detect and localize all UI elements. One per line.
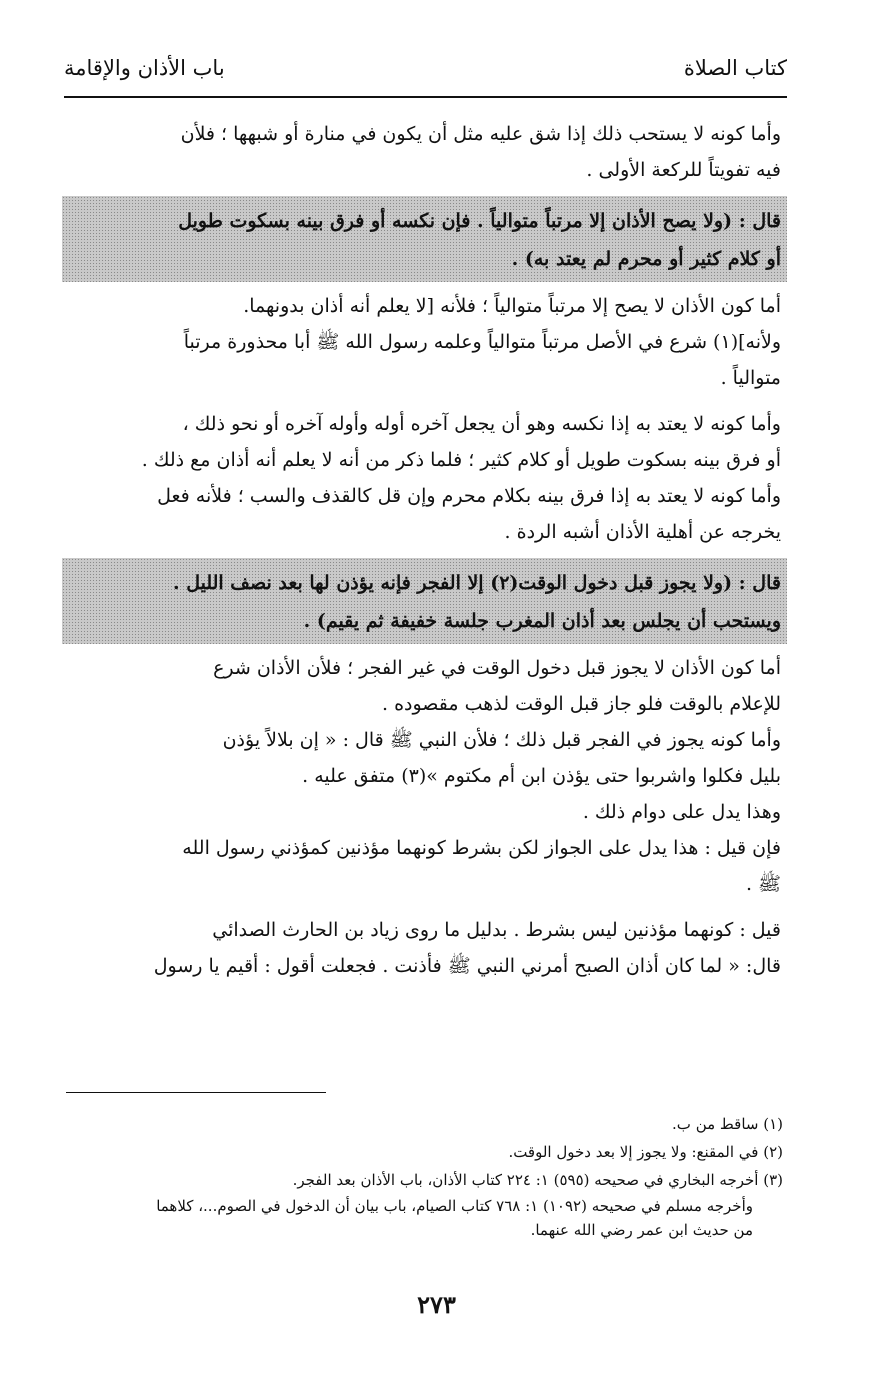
paragraph-line: ﷺ . xyxy=(745,873,781,895)
matn-line: ويستحب أن يجلس بعد أذان المغرب جلسة خفيفة ثم يقيم) . xyxy=(303,610,781,632)
footnotes xyxy=(66,1110,783,1242)
paragraph-line: ولأنه](١) شرع في الأصل مرتباً متوالياً وعلمه رسول الله ﷺ أبا محذورة مرتباً xyxy=(183,331,781,353)
footnote-divider xyxy=(66,1092,326,1093)
paragraph-line: وأما كونه لا يعتد به إذا فرق بينه بكلام محرم وإن قل كالقذف والسب ؛ فلأنه فعل xyxy=(157,485,781,507)
footnote-3-continuation: من حديث ابن عمر رضي الله عنهما. xyxy=(530,1221,753,1239)
chapter-title: باب الأذان والإقامة xyxy=(64,56,225,80)
matn-line: أو كلام كثير أو محرم لم يعتد به) . xyxy=(511,248,781,270)
matn-highlight-box xyxy=(62,196,787,282)
footnote-2: (٢) في المقنع: ولا يجوز إلا بعد دخول الوقت. xyxy=(508,1143,783,1161)
footnote-3-continuation: وأخرجه مسلم في صحيحه (١٠٩٢) ١: ٧٦٨ كتاب الصيام، باب بيان أن الدخول في الصوم...، كلاهما xyxy=(156,1197,753,1215)
spacer xyxy=(66,902,781,912)
paragraph-line: فيه تفويتاً للركعة الأولى . xyxy=(586,159,781,181)
paragraph-line: وأما كونه يجوز في الفجر قبل ذلك ؛ فلأن النبي ﷺ قال : « إن بلالاً يؤذن xyxy=(222,729,781,751)
footnote-1: (١) ساقط من ب. xyxy=(672,1115,783,1133)
paragraph-line: متوالياً . xyxy=(720,367,781,389)
paragraph-line: وأما كونه لا يستحب ذلك إذا شق عليه مثل أن يكون في منارة أو شبهها ؛ فلأن xyxy=(180,123,781,145)
spacer xyxy=(66,396,781,406)
paragraph-line: فإن قيل : هذا يدل على الجواز لكن بشرط كونهما مؤذنين كمؤذني رسول الله xyxy=(182,837,781,859)
page-number: ٢٧٣ xyxy=(417,1290,456,1319)
matn-highlight-box xyxy=(62,558,787,644)
matn-line: قال : (ولا يجوز قبل دخول الوقت(٢) إلا الفجر فإنه يؤذن لها بعد نصف الليل . xyxy=(172,572,781,594)
running-header xyxy=(64,50,787,86)
matn-line: قال : (ولا يصح الأذان إلا مرتباً متوالياً . فإن نكسه أو فرق بينه بسكوت طويل xyxy=(178,210,781,232)
header-divider xyxy=(64,96,787,98)
book-title: كتاب الصلاة xyxy=(683,56,787,80)
paragraph-line: قال: « لما كان أذان الصبح أمرني النبي ﷺ فأذنت . فجعلت أقول : أقيم يا رسول xyxy=(153,955,781,977)
paragraph-line: بليل فكلوا واشربوا حتى يؤذن ابن أم مكتوم »(٣) متفق عليه . xyxy=(302,765,781,787)
paragraph-line: للإعلام بالوقت فلو جاز قبل الوقت لذهب مقصوده . xyxy=(382,693,781,715)
paragraph-line: أما كون الأذان لا يصح إلا مرتباً متوالياً ؛ فلأنه [لا يعلم أنه أذان بدونهما. xyxy=(243,295,781,317)
footnote-3: (٣) أخرجه البخاري في صحيحه (٥٩٥) ١: ٢٢٤ كتاب الأذان، باب الأذان بعد الفجر. xyxy=(292,1171,783,1189)
paragraph-line: وأما كونه لا يعتد به إذا نكسه وهو أن يجعل آخره أوله وأوله آخره أو نحو ذلك ، xyxy=(182,413,781,435)
paragraph-line: يخرجه عن أهلية الأذان أشبه الردة . xyxy=(504,521,781,543)
paragraph-line: قيل : كونهما مؤذنين ليس بشرط . بدليل ما روى زياد بن الحارث الصدائي xyxy=(212,919,781,941)
paragraph-line: أو فرق بينه بسكوت طويل أو كلام كثير ؛ فلما ذكر من أنه لا يعلم أنه أذان مع ذلك . xyxy=(141,449,781,471)
main-text xyxy=(66,116,781,984)
paragraph-line: وهذا يدل على دوام ذلك . xyxy=(582,801,781,823)
paragraph-line: أما كون الأذان لا يجوز قبل دخول الوقت في غير الفجر ؛ فلأن الأذان شرع xyxy=(213,657,781,679)
